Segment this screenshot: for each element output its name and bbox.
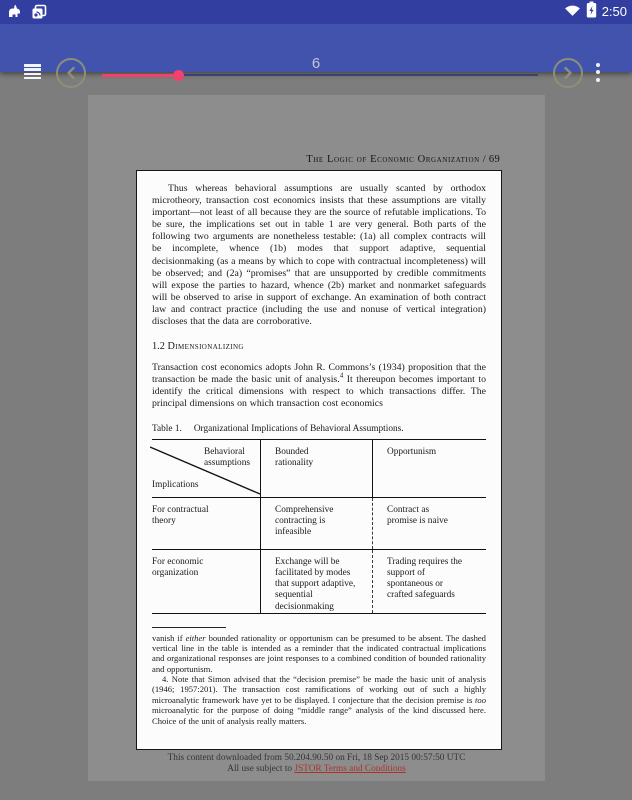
pdf-page[interactable] xyxy=(88,95,545,781)
status-bar xyxy=(0,0,632,24)
footnote-4: 4. Note that Simon advised that the “decision premise” be made the basic unit of analysis (1946; 1957:201). The transaction cost ramifications of working out of such a highly microanalytic framework have yet to be displayed. I conjecture that the decision premise is too microanalytic for the purpose of doing “middle range” analysis of the kind discussed here. Choice of the unit of analysis really matters. xyxy=(152,674,486,726)
battery-charging-icon xyxy=(586,1,597,23)
corner-label-top: Behavioral assumptions xyxy=(204,446,250,468)
jstor-download-line: This content downloaded from 50.204.90.50 on Fri, 18 Sep 2015 00:57:50 UTC xyxy=(167,753,466,763)
next-page-button[interactable] xyxy=(553,58,583,88)
reader-toolbar xyxy=(0,24,632,72)
overflow-menu-button[interactable] xyxy=(590,58,606,86)
slider-thumb[interactable] xyxy=(173,70,184,81)
table-row: For economic organization Exchange will be facilitated by modes that support adaptive, sequential decisionmaking Trading requires the support of spontaneous or crafted safeguards xyxy=(152,550,486,613)
media-notification-icon xyxy=(31,4,47,25)
column-header-opportunism: Opportunism xyxy=(372,440,486,497)
table-row: For contractual theory Comprehensive contracting is infeasible Contract as promise is naive xyxy=(152,498,486,550)
jstor-terms-line: All use subject to JSTOR Terms and Conditions xyxy=(227,763,406,774)
corner-label-bottom: Implications xyxy=(152,480,199,491)
page-slider[interactable] xyxy=(102,62,538,86)
column-header-bounded-rationality: Bounded rationality xyxy=(260,440,336,497)
table-caption: Table 1. Organizational Implications of Behavioral Assumptions. xyxy=(152,423,404,434)
notification-icons xyxy=(6,3,47,25)
jstor-terms-link[interactable]: JSTOR Terms and Conditions xyxy=(294,763,406,774)
paragraph-1: Thus whereas behavioral assumptions are usually scanted by orthodox microtheory, transaction cost economics insists that these assumptions are vitally important—not least of all because they are the source of refutable implications. To be sure, the implications set out in table 1 are very general. Both parts of the following two arguments are nonetheless testable: (1a) all complex contracts will be incomplete, whence (1b) modes that support adaptive, sequential decisionmaking (as a means by which to cope with contractual incompleteness) will be observed; and (2a) “promises” that are unsupported by credible commitments will expose the parties to hazard, whence (2b) market and nonmarket safeguards will be observed to arise in support of exchange. An examination of both contract law and contract practice (including the use and nonuse of vertical integration) discloses that the data are corroborative. xyxy=(152,183,486,328)
scanned-sheet xyxy=(136,170,502,750)
wifi-icon xyxy=(564,3,581,22)
jstor-footer xyxy=(88,753,545,775)
table-1 xyxy=(152,439,486,614)
paragraph-2: Transaction cost economics adopts John R. Commons’s (1934) proposition that the transaction be made the basic unit of analysis.$^4$ It thereupon becomes important to identify the critical dimensions with respect to which transactions differ. The principal dimensions on which transaction cost economics xyxy=(152,362,486,410)
running-header: The Logic of Economic Organization / 69 xyxy=(306,154,500,165)
status-time: 2:50 xyxy=(601,4,627,19)
footnote-rule xyxy=(152,627,226,628)
table-corner-cell xyxy=(152,440,260,497)
table-header-row xyxy=(152,440,486,498)
page-number-label: 6 xyxy=(311,55,321,72)
llama-notification-icon xyxy=(6,3,23,25)
chevron-right-icon xyxy=(562,66,574,80)
slider-fill xyxy=(102,74,178,77)
section-heading: 1.2 Dimensionalizing xyxy=(152,341,244,353)
footnote-continuation: vanish if either bounded rationality or opportunism can be presumed to be absent. The dashed vertical line in the table is intended as a reminder that the indicated contractual implications and organizational responses are joint responses to a combined condition of bounded rationality and opportunism. xyxy=(152,632,486,674)
